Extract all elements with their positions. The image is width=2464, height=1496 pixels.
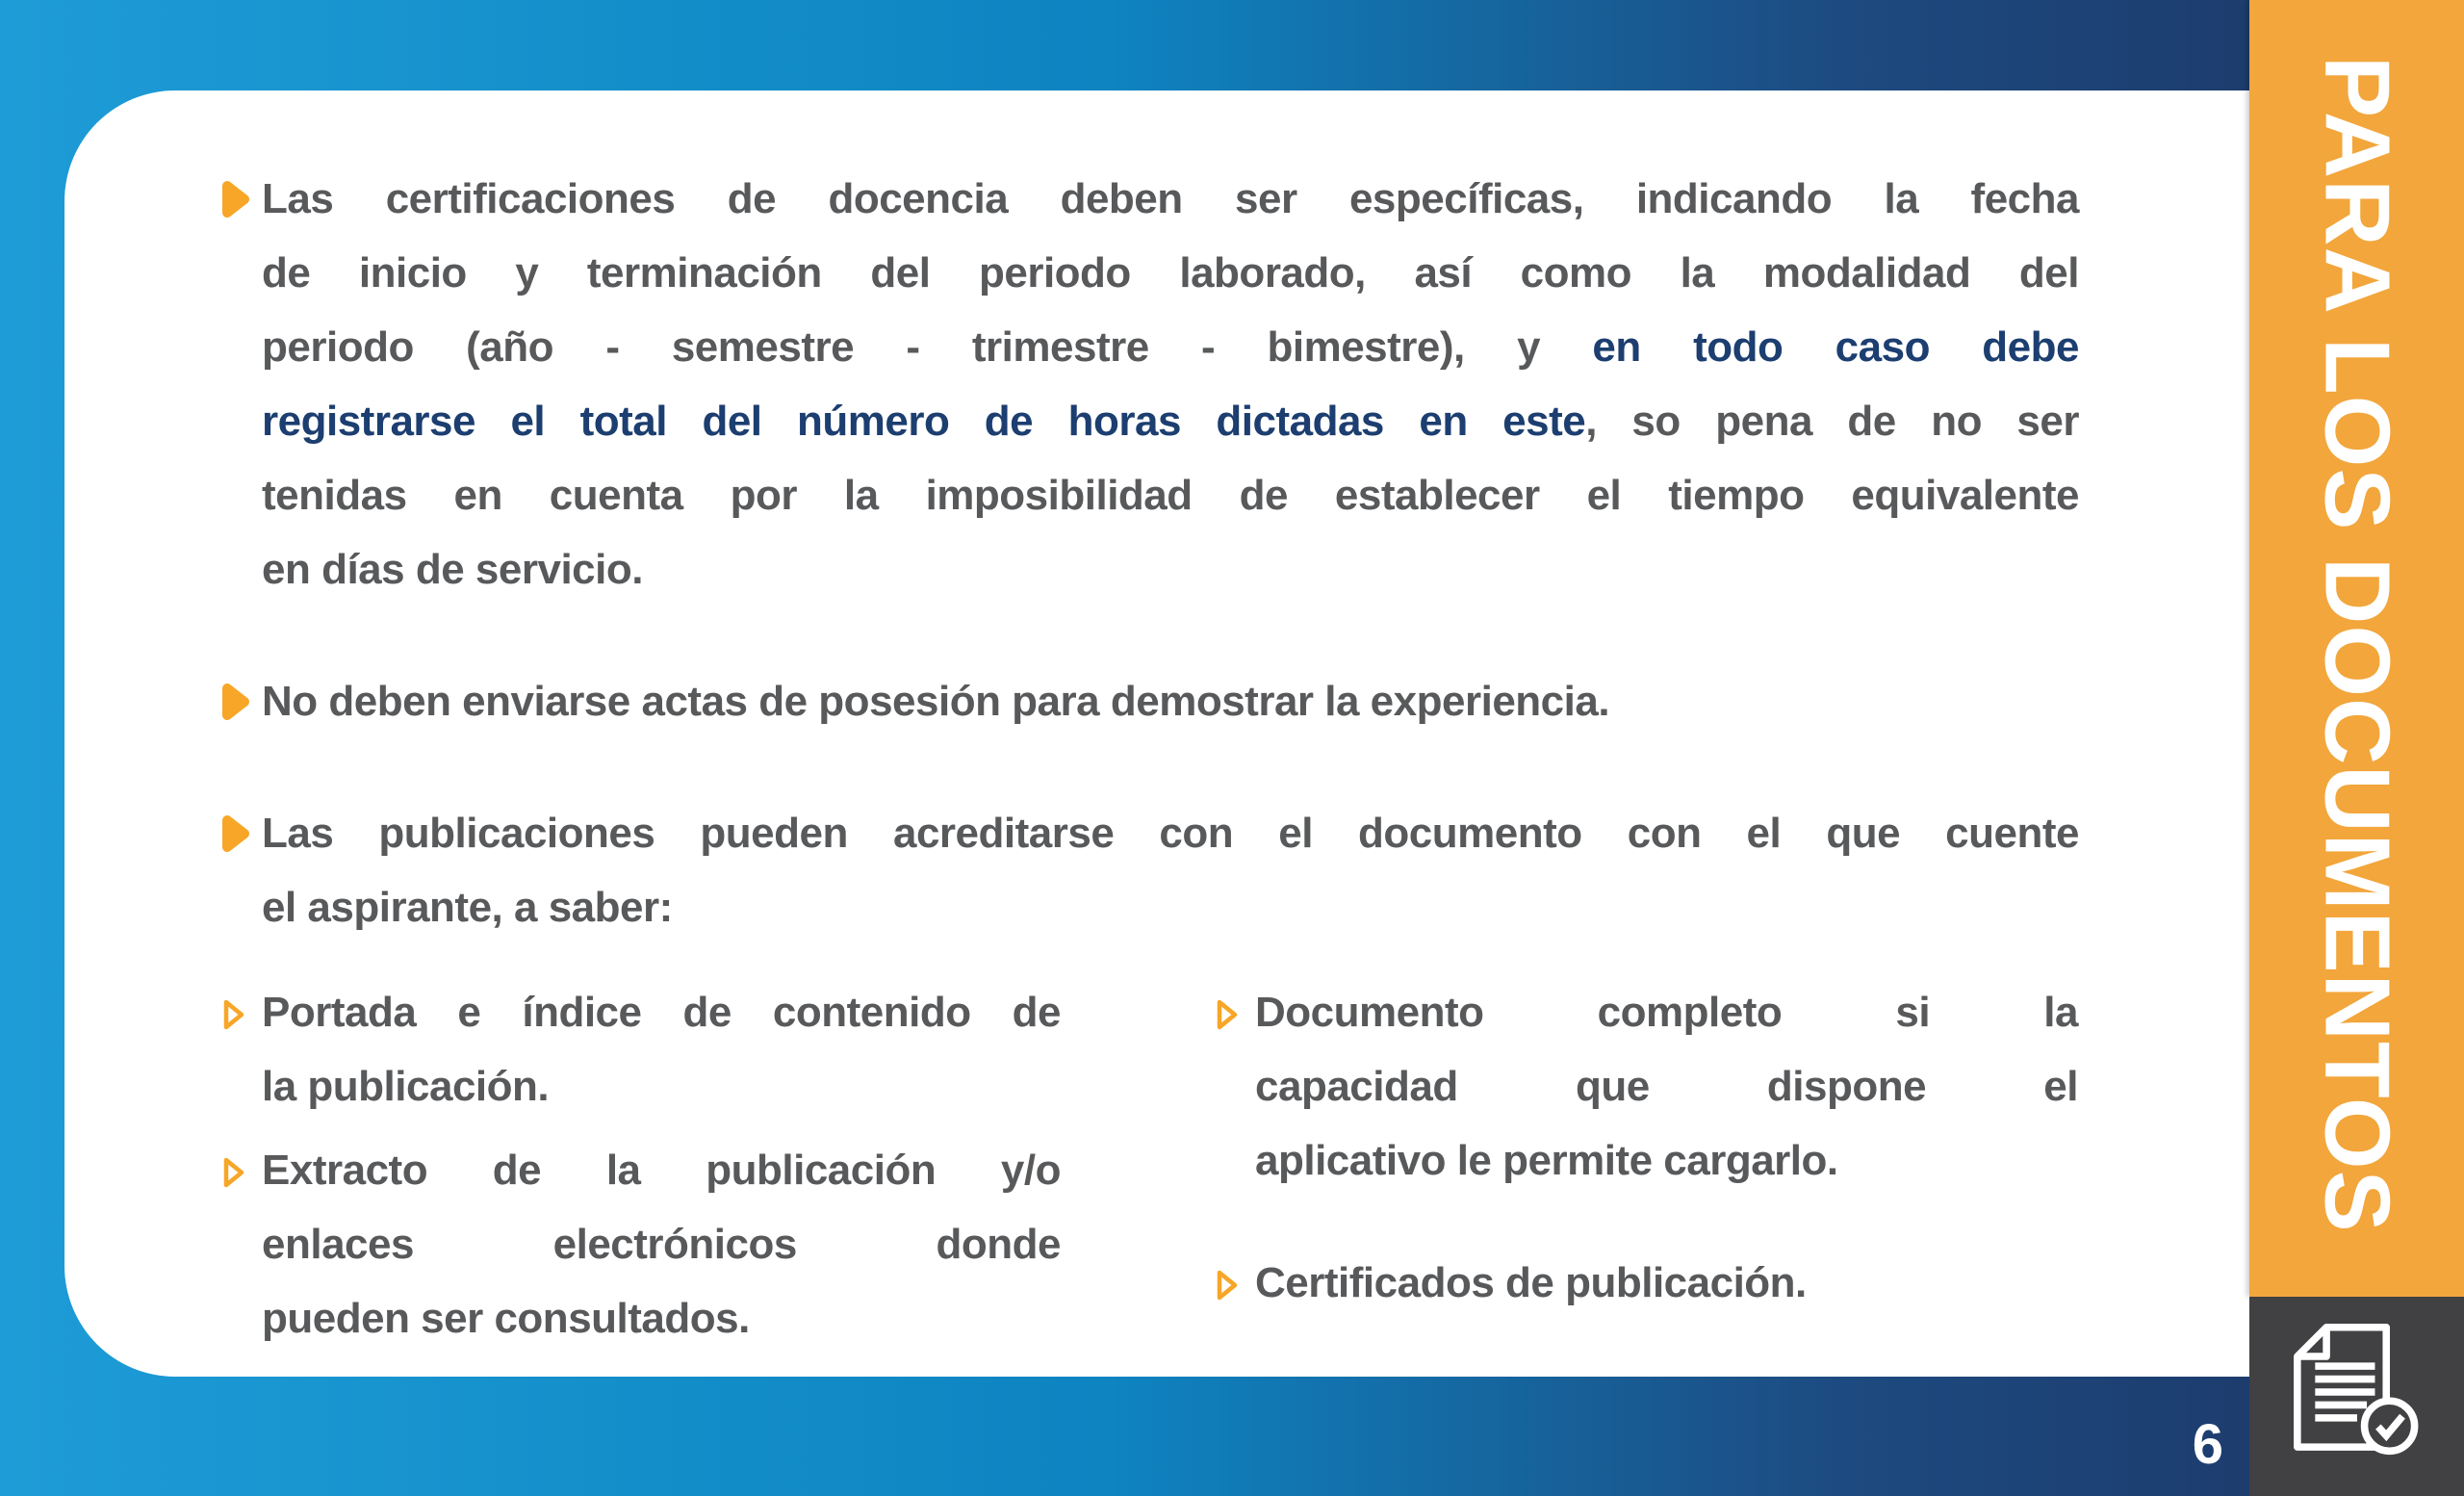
paragraph-line: periodo (año - semestre - trimestre - bimestre), y en todo caso debe xyxy=(262,323,2079,371)
triangle-outline-bullet-icon xyxy=(1215,1246,1255,1305)
paragraph-line: Las publicaciones pueden acreditarse con el documento con el que cuente xyxy=(262,810,2079,857)
paragraph-line: Portada e índice de contenido de xyxy=(262,989,1061,1036)
bullet-item-publicaciones xyxy=(221,796,2079,944)
sub-bullet-columns xyxy=(221,975,2079,1355)
paragraph-line: el aspirante, a saber: xyxy=(262,884,673,931)
triangle-outline-bullet-icon xyxy=(1215,975,1255,1035)
sub-column-left xyxy=(221,975,1061,1355)
bullet-text xyxy=(262,162,2079,606)
paragraph-line: No deben enviarse actas de posesión para demostrar la experiencia. xyxy=(262,678,1610,725)
sub-bullet-portada xyxy=(221,975,1061,1123)
triangle-outline-bullet-icon xyxy=(221,975,262,1035)
sub-bullet-certificados xyxy=(1215,1246,2078,1320)
icon-box xyxy=(2249,1297,2464,1496)
paragraph-line: Certificados de publicación. xyxy=(1255,1259,1807,1306)
paragraph-line: la publicación. xyxy=(262,1063,550,1110)
paragraph-line: enlaces electrónicos donde xyxy=(262,1221,1061,1268)
sub-column-right xyxy=(1215,975,2078,1355)
sub-bullet-text xyxy=(262,1133,1061,1355)
content-card xyxy=(64,90,2249,1377)
paragraph-line: Extracto de la publicación y/o xyxy=(262,1147,1061,1194)
paragraph-line: registrarse el total del número de horas dictadas en este, so pena de no ser xyxy=(262,398,2079,445)
paragraph-line: Las certificaciones de docencia deben ser específicas, indicando la fecha xyxy=(262,175,2079,222)
paragraph-line: pueden ser consultados. xyxy=(262,1295,750,1342)
triangle-bullet-icon xyxy=(221,796,262,854)
bullet-item-certificaciones xyxy=(221,162,2079,606)
sub-bullet-text xyxy=(262,975,1061,1123)
paragraph-line: tenidas en cuenta por la imposibilidad de establecer el tiempo equivalente xyxy=(262,472,2079,519)
paragraph-line: en días de servicio. xyxy=(262,546,643,593)
sidebar-vertical-title: PARA LOS DOCUMENTOS xyxy=(2305,56,2409,1233)
triangle-outline-bullet-icon xyxy=(221,1133,262,1193)
sub-bullet-documento xyxy=(1215,975,2078,1198)
sub-bullet-text xyxy=(1255,1246,2078,1320)
triangle-bullet-icon xyxy=(221,664,262,722)
bullet-text xyxy=(262,796,2079,944)
bullet-item-actas xyxy=(221,664,2079,738)
paragraph-line: aplicativo le permite cargarlo. xyxy=(1255,1137,1838,1184)
sidebar-banner xyxy=(2249,0,2464,1297)
document-check-icon xyxy=(2276,1316,2438,1478)
paragraph-line: de inicio y terminación del periodo laborado, así como la modalidad del xyxy=(262,249,2079,297)
sub-bullet-extracto xyxy=(221,1133,1061,1355)
paragraph-line: Documento completo si la xyxy=(1255,989,2078,1036)
triangle-bullet-icon xyxy=(221,162,262,219)
page-number: 6 xyxy=(2192,1413,2223,1476)
paragraph-line: capacidad que dispone el xyxy=(1255,1063,2078,1110)
sub-bullet-text xyxy=(1255,975,2078,1198)
bullet-text xyxy=(262,664,2079,738)
